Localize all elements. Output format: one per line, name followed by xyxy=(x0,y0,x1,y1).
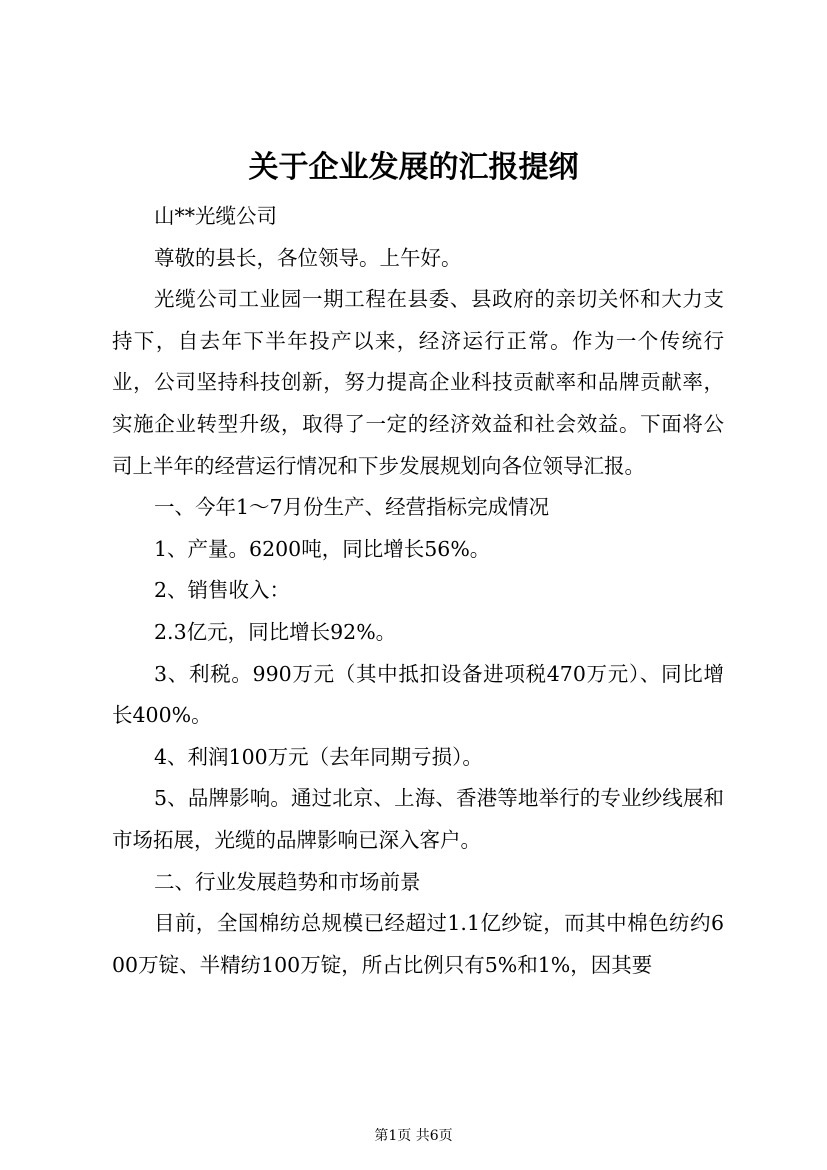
company-name: 山**光缆公司 xyxy=(154,204,278,228)
market-paragraph: 目前，全国棉纺总规模已经超过1.1亿纱锭，而其中棉色纺约600万锭、半精纺100万锭，所占比例只有5%和1%，因其要 xyxy=(112,911,724,977)
item-output: 1、产量。6200吨，同比增长56%。 xyxy=(154,536,491,561)
section-heading-1: 一、今年1～7月份生产、经营指标完成情况 xyxy=(154,495,550,520)
greeting: 尊敬的县长，各位领导。上午好。 xyxy=(154,245,462,270)
item-sales-value: 2.3亿元，同比增长92%。 xyxy=(154,619,397,644)
page-number-footer: 第1页 共6页 xyxy=(374,1128,453,1144)
intro-paragraph: 光缆公司工业园一期工程在县委、县政府的亲切关怀和大力支持下，自去年下半年投产以来，经济运行正常。作为一个传统行业，公司坚持科技创新，努力提高企业科技贡献率和品牌贡献率，实施企业转型升级，取得了一定的经济效益和社会效益。下面将公司上半年的经营运行情况和下步发展规划向各位领导汇报。 xyxy=(112,287,724,478)
document-body xyxy=(112,196,724,986)
item-sales-label: 2、销售收入： xyxy=(154,578,291,603)
item-tax: 3、利税。990万元（其中抵扣设备进项税470万元）、同比增长400%。 xyxy=(112,661,724,728)
document-title: 关于企业发展的汇报提纲 xyxy=(248,150,579,185)
section-heading-2: 二、行业发展趋势和市场前景 xyxy=(154,869,421,894)
item-brand: 5、品牌影响。通过北京、上海、香港等地举行的专业纱线展和市场拓展，光缆的品牌影响已深入客户。 xyxy=(112,786,724,852)
item-profit: 4、利润100万元（去年同期亏损）。 xyxy=(154,744,483,769)
